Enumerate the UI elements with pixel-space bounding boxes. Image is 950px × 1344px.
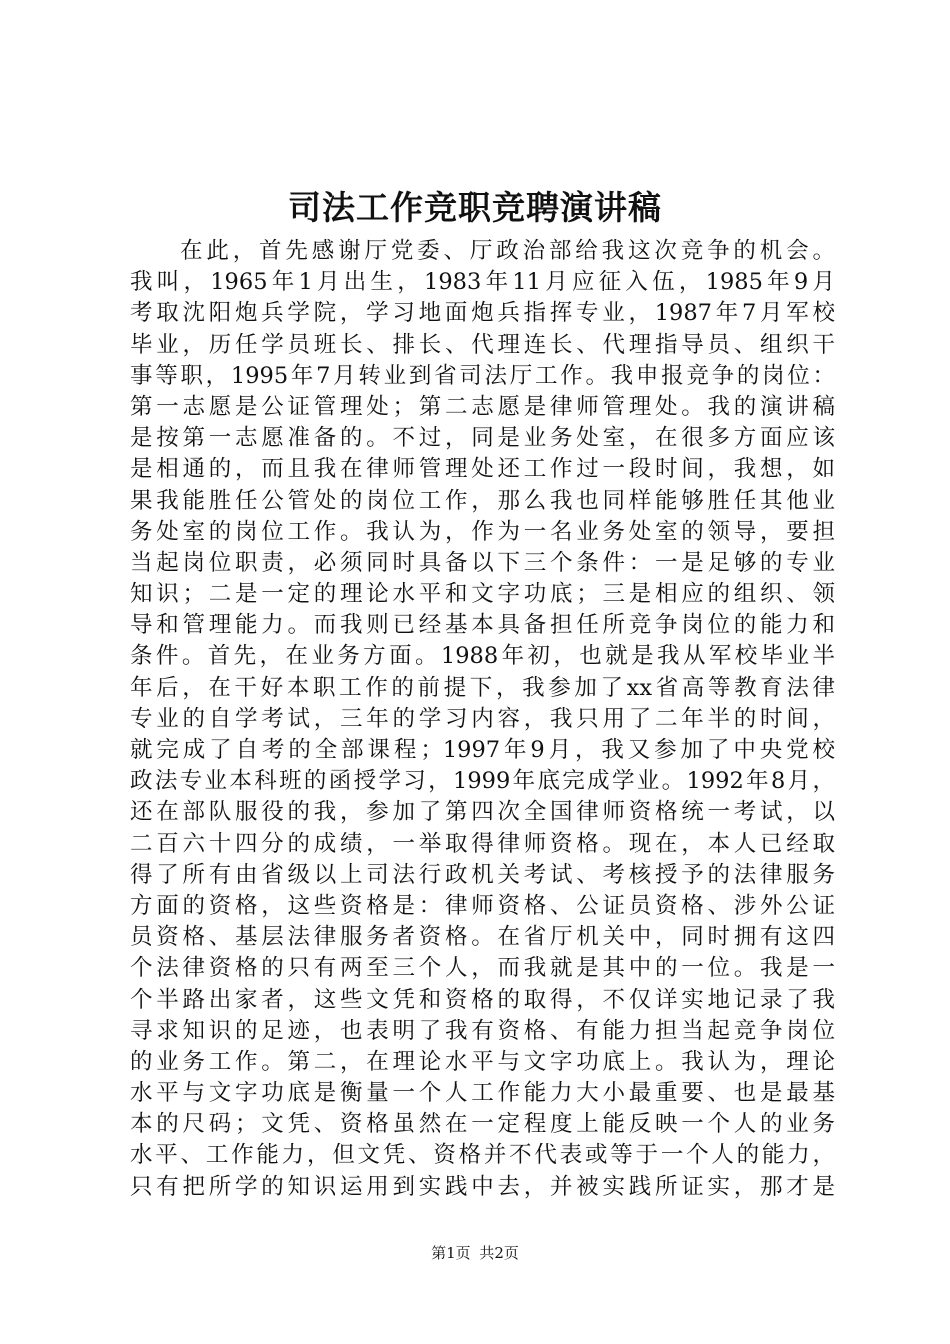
body-line: 考取沈阳炮兵学院，学习地面炮兵指挥专业，1987年7月军校 bbox=[130, 300, 835, 327]
body-line: 个法律资格的只有两至三个人，而我就是其中的一位。我是一 bbox=[130, 955, 835, 982]
body-line: 当起岗位职责，必须同时具备以下三个条件：一是足够的专业 bbox=[130, 549, 835, 576]
document-title: 司法工作竞职竞聘演讲稿 bbox=[288, 188, 662, 227]
body-line: 事等职，1995年7月转业到省司法厅工作。我申报竞争的岗位： bbox=[130, 362, 835, 389]
page-footer bbox=[0, 1243, 950, 1263]
body-line: 方面的资格，这些资格是：律师资格、公证员资格、涉外公证 bbox=[130, 892, 835, 919]
body-line: 毕业，历任学员班长、排长、代理连长、代理指导员、组织干 bbox=[130, 331, 835, 358]
body-line: 知识；二是一定的理论水平和文字功底；三是相应的组织、领 bbox=[130, 581, 835, 608]
body-line: 的业务工作。第二，在理论水平与文字功底上。我认为，理论 bbox=[130, 1048, 835, 1075]
body-line: 导和管理能力。而我则已经基本具备担任所竞争岗位的能力和 bbox=[130, 612, 835, 639]
body-line: 寻求知识的足迹，也表明了我有资格、有能力担当起竞争岗位 bbox=[130, 1017, 835, 1044]
body-line: 是相通的，而且我在律师管理处还工作过一段时间，我想，如 bbox=[130, 456, 835, 483]
body-line: 水平与文字功底是衡量一个人工作能力大小最重要、也是最基 bbox=[130, 1080, 835, 1107]
body-line: 水平、工作能力，但文凭、资格并不代表或等于一个人的能力， bbox=[130, 1142, 835, 1169]
body-line: 我叫，1965年1月出生，1983年11月应征入伍，1985年9月 bbox=[130, 269, 835, 296]
body-line: 专业的自学考试，三年的学习内容，我只用了二年半的时间， bbox=[130, 705, 835, 732]
body-line: 第一志愿是公证管理处；第二志愿是律师管理处。我的演讲稿 bbox=[130, 393, 835, 420]
body-line: 在此，首先感谢厅党委、厅政治部给我这次竞争的机会。 bbox=[180, 238, 835, 264]
body-line: 务处室的岗位工作。我认为，作为一名业务处室的领导，要担 bbox=[130, 518, 835, 545]
document-body bbox=[130, 236, 835, 1203]
page-number: 第1页 bbox=[431, 1244, 471, 1262]
body-line: 本的尺码；文凭、资格虽然在一定程度上能反映一个人的业务 bbox=[130, 1111, 835, 1138]
body-line: 就完成了自考的全部课程；1997年9月，我又参加了中央党校 bbox=[130, 737, 835, 763]
body-line: 政法专业本科班的函授学习，1999年底完成学业。1992年8月， bbox=[130, 768, 835, 795]
body-line: 得了所有由省级以上司法行政机关考试、考核授予的法律服务 bbox=[130, 861, 835, 888]
body-line: 年后，在干好本职工作的前提下，我参加了xx省高等教育法律 bbox=[130, 674, 835, 701]
body-line: 是按第一志愿准备的。不过，同是业务处室，在很多方面应该 bbox=[130, 425, 835, 452]
body-line: 二百六十四分的成绩，一举取得律师资格。现在，本人已经取 bbox=[130, 830, 835, 857]
body-line: 个半路出家者，这些文凭和资格的取得，不仅详实地记录了我 bbox=[130, 986, 835, 1013]
body-line: 员资格、基层法律服务者资格。在省厅机关中，同时拥有这四 bbox=[130, 924, 835, 951]
page-total: 共2页 bbox=[479, 1244, 519, 1262]
body-line: 条件。首先，在业务方面。1988年初，也就是我从军校毕业半 bbox=[130, 643, 835, 670]
body-line: 还在部队服役的我，参加了第四次全国律师资格统一考试，以 bbox=[130, 799, 835, 826]
body-line: 果我能胜任公管处的岗位工作，那么我也同样能够胜任其他业 bbox=[130, 487, 835, 514]
body-line: 只有把所学的知识运用到实践中去，并被实践所证实，那才是 bbox=[130, 1173, 835, 1200]
